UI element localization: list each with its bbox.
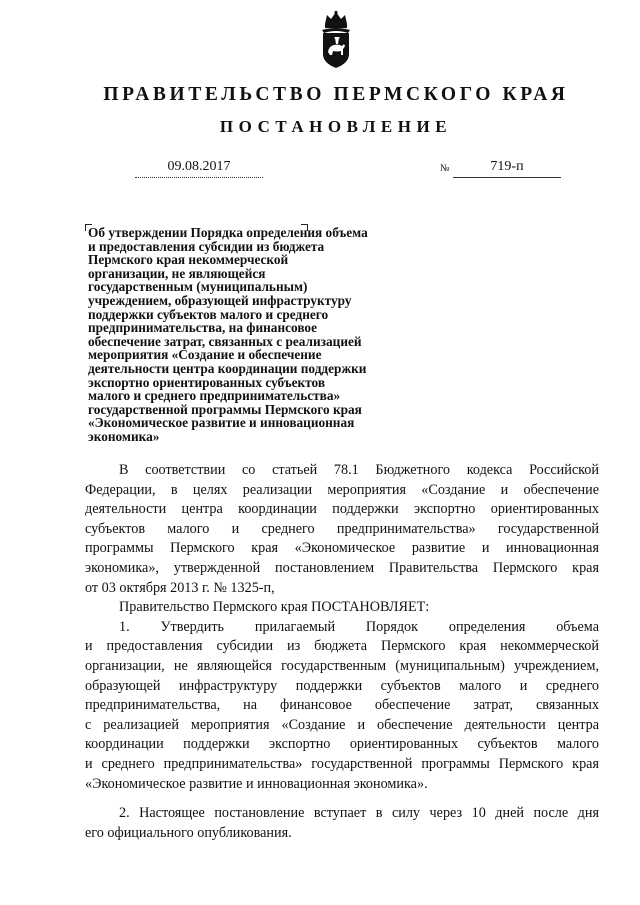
subject-line: «Экономическое развитие и инновационная (88, 415, 355, 431)
subject-line: мероприятия «Создание и обеспечение (88, 347, 322, 363)
body-line: программы Пермского края «Экономическое развитие и инновационная (85, 540, 599, 557)
subject-line: поддержки субъектов малого и среднего (88, 306, 329, 322)
body-line: его официального опубликования. (85, 824, 292, 841)
body-line: и предоставления субсидии из бюджета Пермского края некоммерческой (85, 638, 599, 655)
body-line: Правительство Пермского края ПОСТАНОВЛЯЕТ: (119, 599, 430, 616)
subject-line: деятельности центра координации поддержки (88, 360, 367, 376)
document-date: 09.08.2017 (135, 159, 263, 178)
subject-line: Об утверждении Порядка определения объема (88, 225, 368, 240)
number-sign: № (440, 163, 450, 174)
paragraph-item-2 (85, 804, 599, 843)
paragraph-gap (85, 794, 599, 804)
body-line: и среднего предпринимательства» государственной программы Пермского края (85, 755, 599, 772)
government-title: ПРАВИТЕЛЬСТВО ПЕРМСКОГО КРАЯ (103, 84, 569, 105)
body-line: 1. Утвердить прилагаемый Порядок определения объема (119, 618, 599, 635)
body-line: Федерации, в целях реализации мероприятия «Создание и обеспечение (85, 481, 599, 498)
body-line: координации поддержки экспортно ориентированных субъектов малого (85, 736, 599, 753)
document-type: ПОСТАНОВЛЕНИЕ (219, 117, 453, 136)
body-line: «Экономическое развитие и инновационная экономика». (85, 775, 428, 792)
document-body (85, 461, 599, 843)
subject-line: Пермского края некоммерческой (88, 252, 289, 268)
body-line: деятельности центра координации поддержки экспортно ориентированных (85, 501, 599, 518)
subject-line: и предоставления субсидии из бюджета (88, 238, 325, 254)
document-number: 719-п (453, 159, 561, 178)
body-line: 2. Настоящее постановление вступает в силу через 10 дней после дня (119, 805, 599, 822)
coat-of-arms-icon (317, 10, 355, 70)
paragraph-resolves (85, 598, 599, 618)
subject-line: предпринимательства, на финансовое (88, 320, 317, 336)
body-line: субъектов малого и среднего предпринимательства» государственной (85, 520, 599, 537)
body-line: В соответствии со статьей 78.1 Бюджетного кодекса Российской (119, 462, 599, 478)
body-line: с реализацией мероприятия «Создание и обеспечение деятельности центра (85, 716, 599, 733)
subject-line: учреждением, образующей инфраструктуру (88, 292, 352, 308)
subject-line: экспортно ориентированных субъектов (88, 374, 326, 390)
paragraph-preamble (85, 461, 599, 598)
body-line: предпринимательства, на финансовое обеспечение затрат, связанных (85, 697, 599, 714)
body-line: образующей инфраструктуру поддержки субъектов малого и среднего (85, 677, 599, 694)
subject-line: государственным (муниципальным) (88, 279, 308, 295)
subject-line: обеспечение затрат, связанных с реализацией (88, 333, 362, 349)
body-line: организации, не являющейся государственным (муниципальным) учреждением, (85, 657, 599, 674)
subject-line: малого и среднего предпринимательства» (88, 388, 341, 404)
paragraph-item-1 (85, 618, 599, 794)
document-subject (88, 226, 418, 444)
body-line: экономика», утвержденной постановлением Правительства Пермского края (85, 559, 599, 576)
subject-line: экономика» (88, 428, 160, 444)
subject-line: государственной программы Пермского края (88, 401, 362, 417)
subject-line: организации, не являющейся (88, 265, 266, 281)
body-line: от 03 октября 2013 г. № 1325-п, (85, 579, 275, 596)
